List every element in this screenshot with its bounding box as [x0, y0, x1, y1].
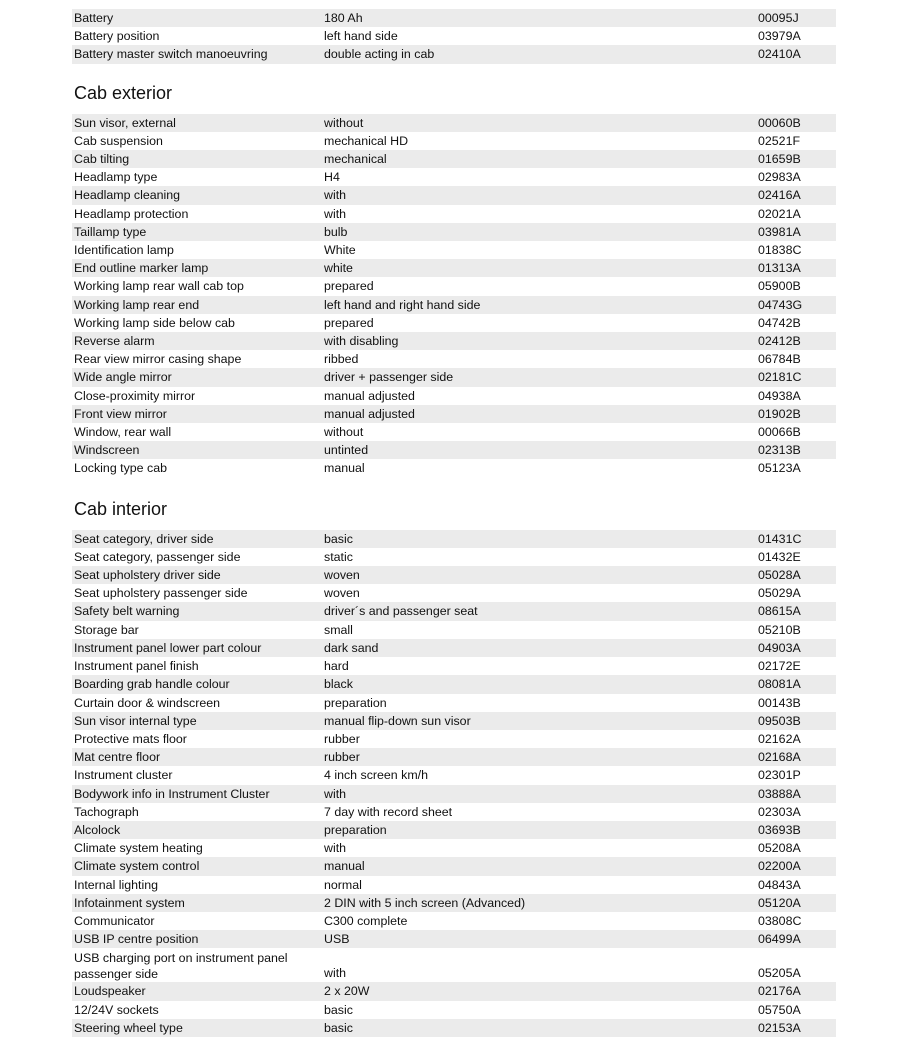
spec-code: 02303A — [756, 803, 836, 821]
spec-code: 02181C — [756, 368, 836, 386]
spec-row — [72, 405, 836, 423]
spec-value: White — [322, 241, 756, 259]
spec-row — [72, 9, 836, 27]
spec-code: 02162A — [756, 730, 836, 748]
spec-row — [72, 785, 836, 803]
spec-name: USB charging port on instrument panel passenger side — [72, 948, 322, 982]
spec-value: small — [322, 621, 756, 639]
spec-row — [72, 186, 836, 204]
spec-code: 02301P — [756, 766, 836, 784]
spec-code: 04938A — [756, 387, 836, 405]
spec-value: untinted — [322, 441, 756, 459]
spec-row — [72, 876, 836, 894]
spec-value: 180 Ah — [322, 9, 756, 27]
spec-row — [72, 1019, 836, 1037]
spec-code: 05205A — [756, 948, 836, 982]
spec-row — [72, 1001, 836, 1019]
spec-code: 06784B — [756, 350, 836, 368]
spec-value: bulb — [322, 223, 756, 241]
spec-code: 02176A — [756, 982, 836, 1000]
spec-row — [72, 259, 836, 277]
spec-value: double acting in cab — [322, 45, 756, 63]
spec-name: Infotainment system — [72, 894, 322, 912]
spec-value: H4 — [322, 168, 756, 186]
spec-code: 02172E — [756, 657, 836, 675]
spec-name: Tachograph — [72, 803, 322, 821]
spec-row — [72, 657, 836, 675]
spec-name: Rear view mirror casing shape — [72, 350, 322, 368]
spec-name: Seat upholstery passenger side — [72, 584, 322, 602]
spec-name: Locking type cab — [72, 459, 322, 477]
spec-name: Headlamp cleaning — [72, 186, 322, 204]
spec-code: 05123A — [756, 459, 836, 477]
spec-row — [72, 930, 836, 948]
spec-code: 04743G — [756, 296, 836, 314]
spec-code: 03808C — [756, 912, 836, 930]
spec-name: 12/24V sockets — [72, 1001, 322, 1019]
spec-code: 01659B — [756, 150, 836, 168]
spec-value: normal — [322, 876, 756, 894]
spec-value: prepared — [322, 277, 756, 295]
spec-row — [72, 530, 836, 548]
spec-name: Wide angle mirror — [72, 368, 322, 386]
spec-row — [72, 27, 836, 45]
spec-name: End outline marker lamp — [72, 259, 322, 277]
spec-row — [72, 566, 836, 584]
spec-name: Seat category, passenger side — [72, 548, 322, 566]
spec-code: 03979A — [756, 27, 836, 45]
spec-value: 2 DIN with 5 inch screen (Advanced) — [322, 894, 756, 912]
spec-code: 03888A — [756, 785, 836, 803]
spec-row — [72, 584, 836, 602]
spec-value: hard — [322, 657, 756, 675]
spec-value: manual — [322, 459, 756, 477]
spec-value: ribbed — [322, 350, 756, 368]
spec-value: with disabling — [322, 332, 756, 350]
spec-row — [72, 894, 836, 912]
spec-row — [72, 712, 836, 730]
spec-row — [72, 387, 836, 405]
spec-code: 02410A — [756, 45, 836, 63]
spec-code: 02200A — [756, 857, 836, 875]
spec-value: manual adjusted — [322, 405, 756, 423]
spec-name: Protective mats floor — [72, 730, 322, 748]
spec-value: with — [322, 205, 756, 223]
spec-value: without — [322, 423, 756, 441]
spec-row — [72, 132, 836, 150]
spec-name: Bodywork info in Instrument Cluster — [72, 785, 322, 803]
spec-code: 05028A — [756, 566, 836, 584]
spec-row — [72, 350, 836, 368]
spec-name: Storage bar — [72, 621, 322, 639]
spec-value: manual flip-down sun visor — [322, 712, 756, 730]
spec-code: 02168A — [756, 748, 836, 766]
spec-value: rubber — [322, 730, 756, 748]
spec-row — [72, 150, 836, 168]
spec-value: with — [322, 785, 756, 803]
spec-name: Mat centre floor — [72, 748, 322, 766]
spec-row — [72, 912, 836, 930]
spec-code: 05210B — [756, 621, 836, 639]
spec-name: Working lamp rear wall cab top — [72, 277, 322, 295]
spec-row — [72, 459, 836, 477]
spec-name: Headlamp protection — [72, 205, 322, 223]
spec-name: Safety belt warning — [72, 602, 322, 620]
spec-row — [72, 548, 836, 566]
spec-code: 05750A — [756, 1001, 836, 1019]
spec-code: 09503B — [756, 712, 836, 730]
spec-value: 7 day with record sheet — [322, 803, 756, 821]
spec-value: manual — [322, 857, 756, 875]
spec-value: mechanical HD — [322, 132, 756, 150]
spec-code: 04843A — [756, 876, 836, 894]
spec-code: 01432E — [756, 548, 836, 566]
spec-row — [72, 766, 836, 784]
spec-code: 00143B — [756, 694, 836, 712]
spec-value: woven — [322, 584, 756, 602]
spec-code: 06499A — [756, 930, 836, 948]
spec-row — [72, 241, 836, 259]
spec-value: prepared — [322, 314, 756, 332]
spec-code: 00060B — [756, 114, 836, 132]
spec-code: 01902B — [756, 405, 836, 423]
spec-row — [72, 114, 836, 132]
spec-name: Curtain door & windscreen — [72, 694, 322, 712]
spec-value: rubber — [322, 748, 756, 766]
spec-name: Steering wheel type — [72, 1019, 322, 1037]
spec-value: C300 complete — [322, 912, 756, 930]
spec-value: static — [322, 548, 756, 566]
spec-row — [72, 982, 836, 1000]
spec-row — [72, 857, 836, 875]
spec-code: 01838C — [756, 241, 836, 259]
spec-name: Seat upholstery driver side — [72, 566, 322, 584]
spec-code: 00066B — [756, 423, 836, 441]
spec-value: without — [322, 114, 756, 132]
spec-name: Reverse alarm — [72, 332, 322, 350]
spec-code: 03693B — [756, 821, 836, 839]
spec-row — [72, 602, 836, 620]
spec-row — [72, 45, 836, 63]
spec-name: Communicator — [72, 912, 322, 930]
spec-name: Alcolock — [72, 821, 322, 839]
spec-value: with — [322, 948, 756, 982]
spec-row — [72, 675, 836, 693]
spec-name: Seat category, driver side — [72, 530, 322, 548]
spec-code: 02313B — [756, 441, 836, 459]
spec-code: 02153A — [756, 1019, 836, 1037]
spec-code: 02021A — [756, 205, 836, 223]
spec-code: 04903A — [756, 639, 836, 657]
spec-name: Front view mirror — [72, 405, 322, 423]
spec-name: Climate system heating — [72, 839, 322, 857]
spec-row — [72, 694, 836, 712]
spec-value: left hand side — [322, 27, 756, 45]
spec-code: 03981A — [756, 223, 836, 241]
spec-code: 05120A — [756, 894, 836, 912]
spec-value: preparation — [322, 694, 756, 712]
spec-value: preparation — [322, 821, 756, 839]
spec-name: Cab suspension — [72, 132, 322, 150]
spec-name: Instrument panel lower part colour — [72, 639, 322, 657]
spec-value: driver + passenger side — [322, 368, 756, 386]
spec-value: USB — [322, 930, 756, 948]
spec-name: Battery master switch manoeuvring — [72, 45, 322, 63]
spec-name: Instrument panel finish — [72, 657, 322, 675]
spec-value: with — [322, 839, 756, 857]
spec-row — [72, 223, 836, 241]
spec-name: Working lamp rear end — [72, 296, 322, 314]
spec-row — [72, 730, 836, 748]
spec-name: Loudspeaker — [72, 982, 322, 1000]
spec-row — [72, 168, 836, 186]
spec-value: black — [322, 675, 756, 693]
spec-name: Headlamp type — [72, 168, 322, 186]
spec-code: 01431C — [756, 530, 836, 548]
spec-row — [72, 296, 836, 314]
spec-value: 2 x 20W — [322, 982, 756, 1000]
spec-value: woven — [322, 566, 756, 584]
spec-row — [72, 948, 836, 982]
cab-exterior-table — [72, 114, 836, 478]
spec-row — [72, 621, 836, 639]
spec-name: Sun visor internal type — [72, 712, 322, 730]
spec-value: basic — [322, 530, 756, 548]
spec-code: 05029A — [756, 584, 836, 602]
spec-value: basic — [322, 1001, 756, 1019]
spec-row — [72, 839, 836, 857]
spec-code: 02521F — [756, 132, 836, 150]
spec-value: with — [322, 186, 756, 204]
spec-row — [72, 314, 836, 332]
spec-row — [72, 748, 836, 766]
spec-name: USB IP centre position — [72, 930, 322, 948]
spec-code: 02416A — [756, 186, 836, 204]
spec-value: 4 inch screen km/h — [322, 766, 756, 784]
spec-name: Sun visor, external — [72, 114, 322, 132]
spec-code: 04742B — [756, 314, 836, 332]
spec-value: dark sand — [322, 639, 756, 657]
cab-interior-table — [72, 530, 836, 1037]
spec-row — [72, 423, 836, 441]
spec-name: Internal lighting — [72, 876, 322, 894]
spec-code: 02983A — [756, 168, 836, 186]
battery-table — [72, 9, 836, 64]
spec-name: Close-proximity mirror — [72, 387, 322, 405]
spec-code: 01313A — [756, 259, 836, 277]
spec-name: Taillamp type — [72, 223, 322, 241]
spec-name: Working lamp side below cab — [72, 314, 322, 332]
spec-row — [72, 639, 836, 657]
spec-name: Boarding grab handle colour — [72, 675, 322, 693]
spec-row — [72, 821, 836, 839]
spec-row — [72, 803, 836, 821]
spec-code: 08615A — [756, 602, 836, 620]
spec-code: 02412B — [756, 332, 836, 350]
spec-document — [72, 9, 832, 1037]
spec-row — [72, 277, 836, 295]
spec-name: Climate system control — [72, 857, 322, 875]
spec-name: Cab tilting — [72, 150, 322, 168]
spec-code: 08081A — [756, 675, 836, 693]
spec-value: manual adjusted — [322, 387, 756, 405]
spec-name: Identification lamp — [72, 241, 322, 259]
spec-code: 05208A — [756, 839, 836, 857]
spec-value: driver´s and passenger seat — [322, 602, 756, 620]
section-title-cab-interior: Cab interior — [74, 498, 168, 519]
spec-name: Window, rear wall — [72, 423, 322, 441]
spec-code: 05900B — [756, 277, 836, 295]
spec-name: Instrument cluster — [72, 766, 322, 784]
spec-value: basic — [322, 1019, 756, 1037]
spec-name: Windscreen — [72, 441, 322, 459]
spec-name: Battery — [72, 9, 322, 27]
spec-code: 00095J — [756, 9, 836, 27]
spec-value: left hand and right hand side — [322, 296, 756, 314]
spec-value: white — [322, 259, 756, 277]
spec-value: mechanical — [322, 150, 756, 168]
spec-row — [72, 205, 836, 223]
spec-row — [72, 332, 836, 350]
spec-row — [72, 441, 836, 459]
spec-row — [72, 368, 836, 386]
section-title-cab-exterior: Cab exterior — [74, 82, 173, 103]
spec-name: Battery position — [72, 27, 322, 45]
